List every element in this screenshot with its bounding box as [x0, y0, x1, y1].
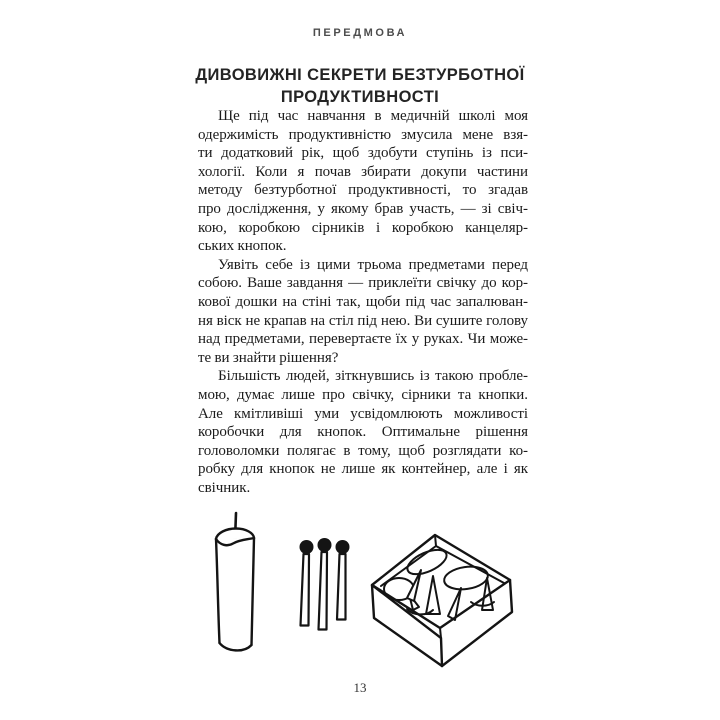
chapter-title	[0, 64, 720, 108]
candle-matches-tacks-illustration	[195, 506, 525, 676]
text-line: Уявіть себе із цими трьома предметами перед	[218, 256, 528, 273]
text-line: кової дошки на стіні так, щоби під час запалюван-	[198, 293, 528, 310]
paragraph	[198, 256, 528, 368]
text-line: кою, коробкою сірників і коробкою канцеляр-	[198, 219, 528, 236]
text-line: ня віск не крапав на стіл під нею. Ви сушите голову	[198, 312, 528, 329]
candle-icon	[216, 513, 254, 650]
paragraph	[198, 367, 528, 497]
text-line: Більшість людей, зіткнувшись із такою пробле-	[218, 368, 528, 385]
text-line: свічник.	[198, 479, 251, 496]
text-line: ти додатковий рік, щоб здобути ступінь із пси-	[198, 145, 528, 162]
chapter-title-line-1: ДИВОВИЖНІ СЕКРЕТИ БЕЗТУРБОТНОЇ	[195, 66, 525, 84]
text-line: одержимість продуктивністю змусила мене взя-	[198, 126, 528, 143]
text-line: про дослідження, у якому брав участь, — зі свіч-	[198, 200, 528, 217]
text-line: мою, думає лише про свічку, сірники та кнопки.	[198, 386, 528, 403]
paragraph	[198, 107, 528, 256]
text-line: Ще під час навчання в медичній школі моя	[218, 108, 528, 124]
matches-icon	[300, 538, 350, 630]
text-line: робку для кнопок не лише як контейнер, але і як	[198, 461, 528, 478]
tack-box-icon	[372, 535, 512, 666]
text-line: коробочки для кнопок. Оптимальне рішення	[198, 424, 528, 441]
text-line: собою. Ваше завдання — приклеїти свічку до кор-	[198, 275, 528, 292]
text-line: методу безтурботної продуктивності, то згадав	[198, 182, 528, 199]
page-number: 13	[353, 680, 367, 695]
text-line: хології. Коли я почав збирати докупи частини	[198, 163, 528, 180]
text-line: Але кмітливіші уми усвідомлюють можливості	[198, 405, 528, 422]
running-head: ПЕРЕДМОВА	[312, 27, 408, 39]
text-line: те ви знайти рішення?	[198, 349, 339, 366]
body-text	[198, 107, 528, 497]
chapter-title-line-2: ПРОДУКТИВНОСТІ	[280, 88, 440, 106]
text-line: головоломки полягає в тому, щоб розглядати ко-	[198, 442, 528, 459]
text-line: ських кнопок.	[198, 238, 287, 255]
text-line: над предметами, перевертаєте їх у руках. Чи може-	[198, 331, 528, 348]
